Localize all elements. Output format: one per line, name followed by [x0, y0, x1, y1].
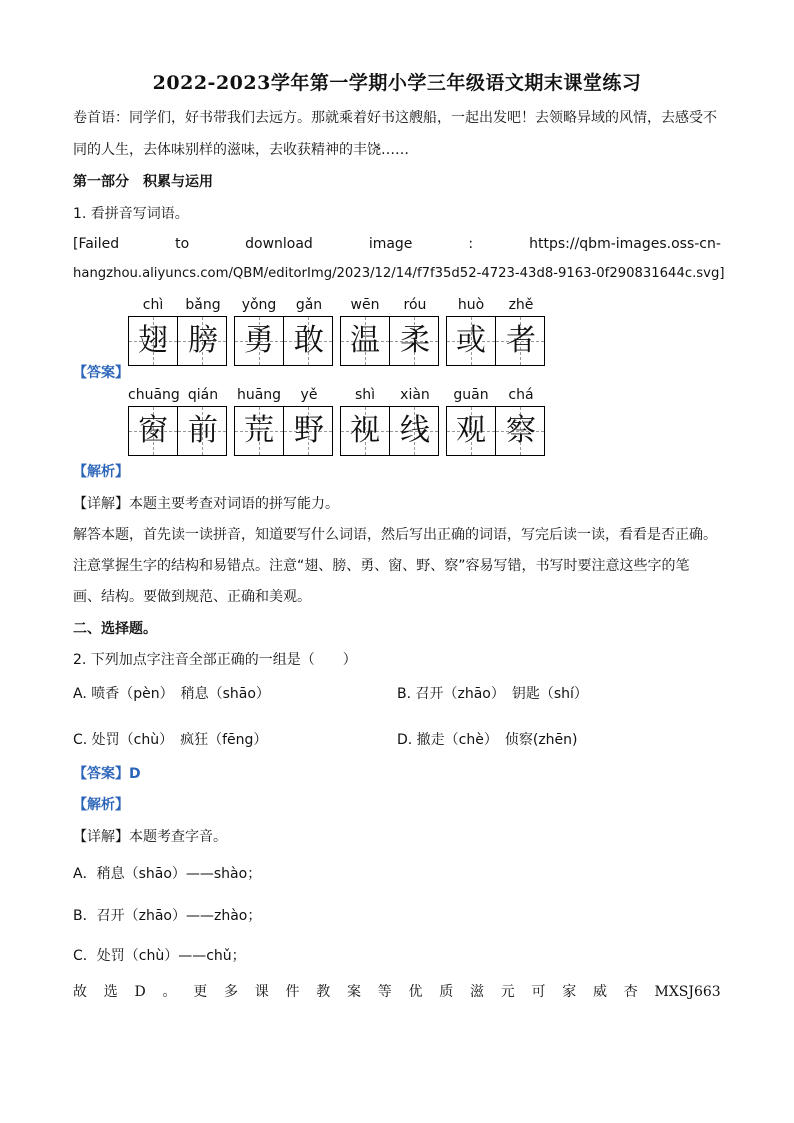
char-cell [178, 384, 228, 456]
failed-image-url[interactable]: hangzhou.aliyuncs.com/QBM/editorImg/2023/12/14/f7f35d52-4723-43d8-9163-0f290831644c.svg] [73, 266, 725, 281]
footer-char: 可 [531, 984, 546, 1000]
option-b: B. 召开（zhāo） 钥匙（shí） [397, 686, 588, 702]
hanzi: 荒 [244, 413, 274, 448]
hanzi: 观 [456, 413, 486, 448]
failed-image-line-1 [73, 234, 721, 254]
char-cell [390, 384, 440, 456]
footer-char: 优 [408, 984, 423, 1000]
footer-char: 教 [316, 984, 331, 1000]
footer-char: 等 [377, 984, 392, 1000]
footer-char: 多 [223, 984, 238, 1000]
option-a: A. 喷香（pèn） 稍息（shāo） [73, 686, 270, 702]
pinyin: guān [453, 387, 489, 403]
footer-char: 滋 [469, 984, 484, 1000]
q2-line-a: A．稍息（shāo）——shào； [73, 866, 262, 882]
footer-char: 选 [103, 984, 118, 1000]
hanzi: 察 [506, 413, 536, 448]
pinyin: yǒng [241, 297, 277, 313]
intro-line-1: 卷首语：同学们，好书带我们去远方。那就乘着好书这艘船，一起出发吧！去领略异域的风情，去感受不 [73, 110, 717, 126]
word-group [340, 294, 440, 366]
failed-word: download [245, 236, 313, 252]
hanzi: 前 [188, 413, 218, 448]
footer-char: 。 [162, 984, 177, 1000]
failed-word: image [368, 236, 413, 252]
char-cell [178, 294, 228, 366]
pinyin: bǎng [185, 297, 221, 313]
hanzi: 窗 [138, 413, 168, 448]
char-cell [390, 294, 440, 366]
pinyin: zhě [508, 297, 534, 313]
word-group [340, 384, 440, 456]
pinyin-grid-row-1 [128, 294, 552, 366]
pinyin: qián [187, 387, 219, 403]
pinyin-grid-row-2 [128, 384, 552, 456]
hanzi: 线 [400, 413, 430, 448]
word-group [128, 384, 228, 456]
footer-char: 杏 [623, 984, 638, 1000]
char-cell [340, 294, 390, 366]
footer-char: 威 [592, 984, 607, 1000]
char-cell [128, 384, 178, 456]
pinyin: huò [457, 297, 485, 313]
pinyin: gǎn [295, 297, 323, 313]
page-title: 2022-2023学年第一学期小学三年级语文期末课堂练习 [152, 72, 642, 94]
footer-char: 质 [439, 984, 454, 1000]
q1-explanation-2: 注意掌握生字的结构和易错点。注意“翅、膀、勇、窗、野、察”容易写错，书写时要注意这些字的笔 [73, 558, 690, 574]
char-cell [446, 384, 496, 456]
failed-word: to [175, 236, 190, 252]
word-group [446, 384, 546, 456]
char-cell [496, 384, 546, 456]
answer-label: 【答案】 [73, 365, 129, 381]
footer-char: 课 [254, 984, 269, 1000]
pinyin: shì [354, 387, 376, 403]
hanzi: 敢 [294, 323, 324, 358]
pinyin: huāng [236, 387, 282, 403]
q1-explanation-1: 解答本题，首先读一读拼音，知道要写什么词语，然后写出正确的词语，写完后读一读，看看是否正确。 [73, 527, 717, 543]
q2-text: 2. 下列加点字注音全部正确的一组是（ ） [73, 652, 357, 668]
hanzi: 温 [350, 323, 380, 358]
q2-line-b: B．召开（zhāo）——zhào； [73, 908, 262, 924]
char-cell [234, 384, 284, 456]
q2-analysis-label: 【解析】 [73, 797, 129, 813]
char-cell [284, 384, 334, 456]
q2-line-c: C．处罚（chù）——chǔ； [73, 948, 246, 964]
word-group [234, 384, 334, 456]
pinyin: chuāng [128, 387, 180, 403]
pinyin: xiàn [400, 387, 430, 403]
pinyin: róu [403, 297, 427, 313]
q2-detail: 【详解】本题考查字音。 [73, 829, 227, 845]
pinyin: wēn [350, 297, 380, 313]
char-cell [340, 384, 390, 456]
hanzi: 视 [350, 413, 380, 448]
pinyin: chá [508, 387, 534, 403]
char-cell [496, 294, 546, 366]
footer-char: 案 [346, 984, 361, 1000]
footer-char: 故 [73, 984, 87, 1000]
char-cell [234, 294, 284, 366]
q1-detail: 【详解】本题主要考查对词语的拼写能力。 [73, 496, 339, 512]
footer-char: 家 [562, 984, 577, 1000]
q1-explanation-3: 画、结构。要做到规范、正确和美观。 [73, 589, 311, 605]
char-cell [128, 294, 178, 366]
word-group [128, 294, 228, 366]
footer-char: 件 [285, 984, 300, 1000]
option-c: C. 处罚（chù） 疯狂（fēng） [73, 732, 268, 748]
part1-heading: 第一部分 积累与运用 [73, 174, 213, 190]
word-group [446, 294, 546, 366]
char-cell [284, 294, 334, 366]
footer-code: MXSJ663 [654, 984, 721, 1000]
word-group [234, 294, 334, 366]
footer-char: 更 [193, 984, 208, 1000]
failed-url-start[interactable]: https://qbm-images.oss-cn- [529, 236, 721, 252]
hanzi: 者 [506, 323, 536, 358]
analysis-label: 【解析】 [73, 464, 129, 480]
q2-answer: 【答案】D [73, 766, 141, 782]
failed-word: [Failed [73, 236, 120, 252]
hanzi: 翅 [138, 323, 168, 358]
q1-text: 1. 看拼音写词语。 [73, 206, 189, 222]
char-cell [446, 294, 496, 366]
footer-char: D [134, 984, 146, 1000]
hanzi: 膀 [188, 323, 218, 358]
pinyin: yě [300, 387, 318, 403]
pinyin: chì [142, 297, 164, 313]
hanzi: 或 [456, 323, 486, 358]
hanzi: 勇 [244, 323, 274, 358]
footer-line [73, 982, 721, 1002]
intro-line-2: 同的人生，去体味别样的滋味，去收获精神的丰饶…… [73, 142, 409, 158]
hanzi: 野 [294, 413, 324, 448]
hanzi: 柔 [400, 323, 430, 358]
option-d: D. 撤走（chè） 侦察(zhēn) [397, 732, 578, 748]
failed-word: : [468, 236, 474, 252]
part2-heading: 二、选择题。 [73, 621, 157, 637]
footer-char: 元 [500, 984, 515, 1000]
